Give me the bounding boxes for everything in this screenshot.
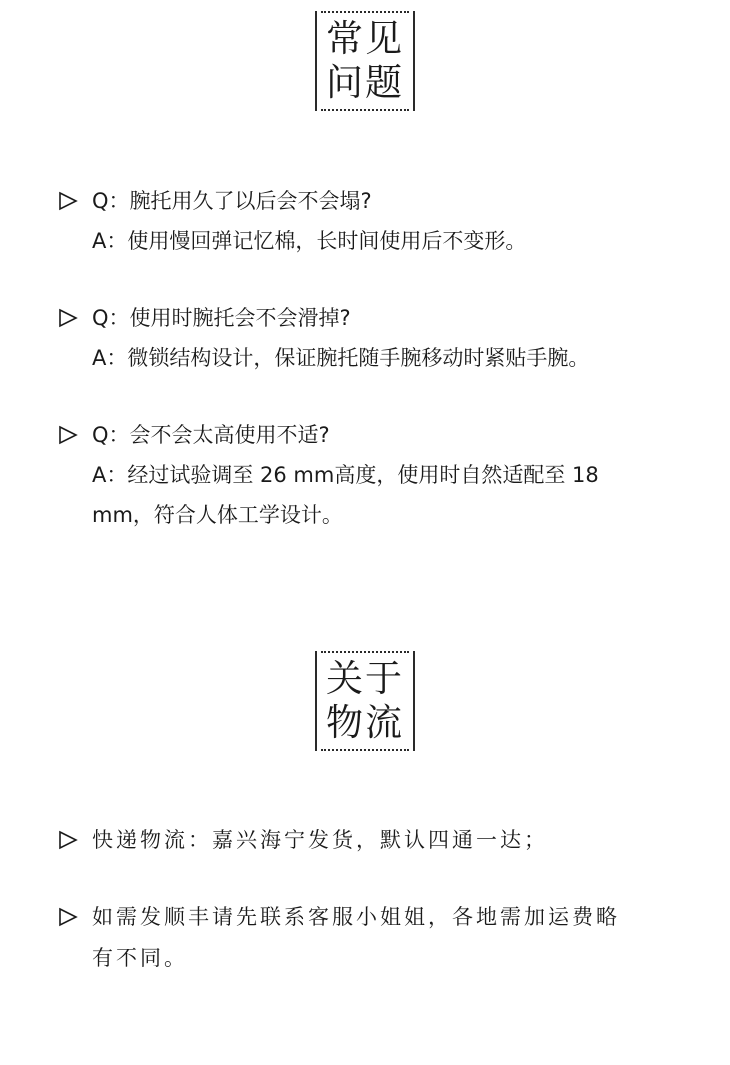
logistics-title-box (315, 651, 415, 751)
logistics-text: 如需发顺丰请先联系客服小姐姐，各地需加运费略 (92, 905, 620, 929)
faq-title-line1: 常见 (326, 17, 404, 60)
faq-question: Q：会不会太高使用不适? (92, 423, 330, 447)
faq-answer: A：使用慢回弹记忆棉，长时间使用后不变形。 (92, 229, 527, 253)
logistics-title-line1: 关于 (326, 657, 404, 700)
faq-answer-continued: mm，符合人体工学设计。 (92, 503, 343, 527)
triangle-right-icon (58, 303, 78, 333)
logistics-text-continued: 有不同。 (92, 946, 188, 970)
faq-answer: A：经过试验调至 26 mm高度，使用时自然适配至 18 (92, 463, 599, 487)
triangle-right-icon (58, 825, 78, 855)
faq-title-line2: 问题 (326, 61, 404, 104)
faq-question: Q：使用时腕托会不会滑掉? (92, 306, 351, 330)
faq-answer: A：微锁结构设计，保证腕托随手腕移动时紧贴手腕。 (92, 346, 590, 370)
logistics-title-line2: 物流 (326, 701, 404, 744)
triangle-right-icon (58, 902, 78, 932)
logistics-text: 快递物流：嘉兴海宁发货，默认四通一达； (92, 828, 548, 852)
triangle-right-icon (58, 186, 78, 216)
faq-question: Q：腕托用久了以后会不会塌? (92, 189, 372, 213)
triangle-right-icon (58, 420, 78, 450)
faq-title-box (315, 11, 415, 111)
